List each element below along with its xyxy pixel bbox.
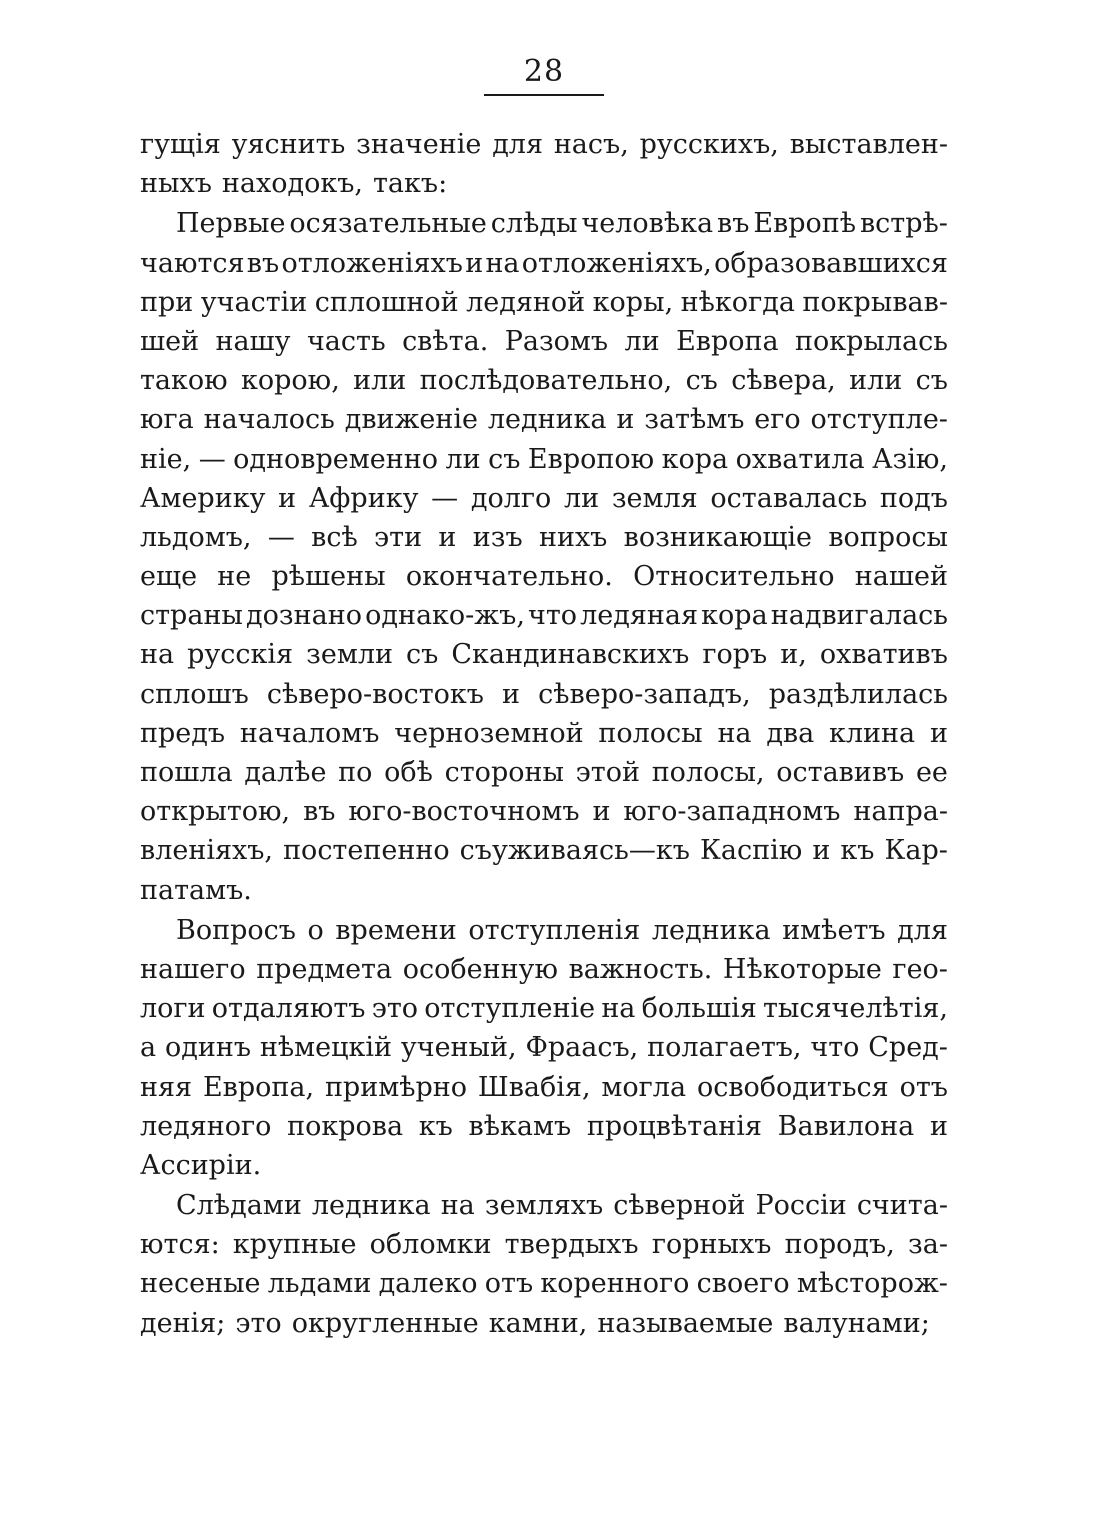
text-line: нашего предмета особенную важность. Нѣкоторые гео- <box>140 953 948 985</box>
text-line: несеные льдами далеко отъ коренного своего мѣсторож- <box>140 1268 948 1300</box>
text-line: Вопросъ о времени отступленія ледника имѣетъ для <box>176 914 948 946</box>
text-line: шей нашу часть свѣта. Разомъ ли Европа покрылась <box>140 325 948 357</box>
page-number: 28 <box>523 54 565 89</box>
text-line: патамъ. <box>140 874 252 906</box>
text-line: вленіяхъ, постепенно съуживаясь—къ Каспію и къ Кар- <box>140 835 948 867</box>
text-line: Ассиріи. <box>140 1149 262 1181</box>
text-line: открытою, въ юго-восточномъ и юго-западномъ напра- <box>140 796 948 828</box>
text-line: еще не рѣшены окончательно. Относительно нашей <box>140 561 948 593</box>
text-line: денія; это округленные камни, называемые валунами; <box>140 1307 930 1339</box>
text-line: страны дознано однако-жъ, что ледяная кора надвигалась <box>140 600 948 632</box>
text-line: няя Европа, примѣрно Швабія, могла освободиться отъ <box>140 1071 948 1103</box>
text-line: чаются въ отложеніяхъ и на отложеніяхъ, образовавшихся <box>140 247 948 279</box>
paragraph <box>140 125 948 203</box>
text-line: а одинъ нѣмецкій ученый, Фраасъ, полагаетъ, что Сред- <box>140 1032 948 1064</box>
text-line: такою корою, или послѣдовательно, съ сѣвера, или съ <box>140 365 948 397</box>
text-line: льдомъ, — всѣ эти и изъ нихъ возникающіе вопросы <box>140 521 948 553</box>
text-line: пошла далѣе по обѣ стороны этой полосы, оставивъ ее <box>140 757 948 788</box>
text-line: юга началось движеніе ледника и затѣмъ его отступле- <box>140 404 948 436</box>
text-line: при участіи сплошной ледяной коры, нѣкогда покрывав- <box>140 286 948 318</box>
text-line: ются: крупные обломки твердыхъ горныхъ породъ, за- <box>140 1229 948 1261</box>
text-line: Америку и Африку — долго ли земля оставалась подъ <box>140 482 948 514</box>
header-rule <box>484 94 604 96</box>
paragraph <box>140 204 948 909</box>
paragraph <box>140 911 948 1185</box>
paragraph <box>140 1186 948 1343</box>
text-line: ныхъ находокъ, такъ: <box>140 168 448 200</box>
text-line: ледяного покрова къ вѣкамъ процвѣтанія Вавилона и <box>140 1110 948 1142</box>
text-line: ніе, — одновременно ли съ Европою кора охватила Азію, <box>140 443 948 475</box>
text-line: сплошъ сѣверо-востокъ и сѣверо-западъ, раздѣлилась <box>140 678 948 710</box>
text-line: логи отдаляютъ это отступленіе на большія тысячелѣтія, <box>140 993 948 1025</box>
text-line: Слѣдами ледника на земляхъ сѣверной Россіи счита- <box>176 1190 948 1222</box>
body-text <box>140 125 948 1343</box>
text-line: на русскія земли съ Скандинавскихъ горъ и, охвативъ <box>140 639 948 671</box>
text-line: предъ началомъ черноземной полосы на два клина и <box>140 717 948 749</box>
text-line: гущія уяснить значеніе для насъ, русскихъ, выставлен- <box>140 129 948 160</box>
text-line: Первые осязательные слѣды человѣка въ Европѣ встрѣ- <box>176 208 948 240</box>
